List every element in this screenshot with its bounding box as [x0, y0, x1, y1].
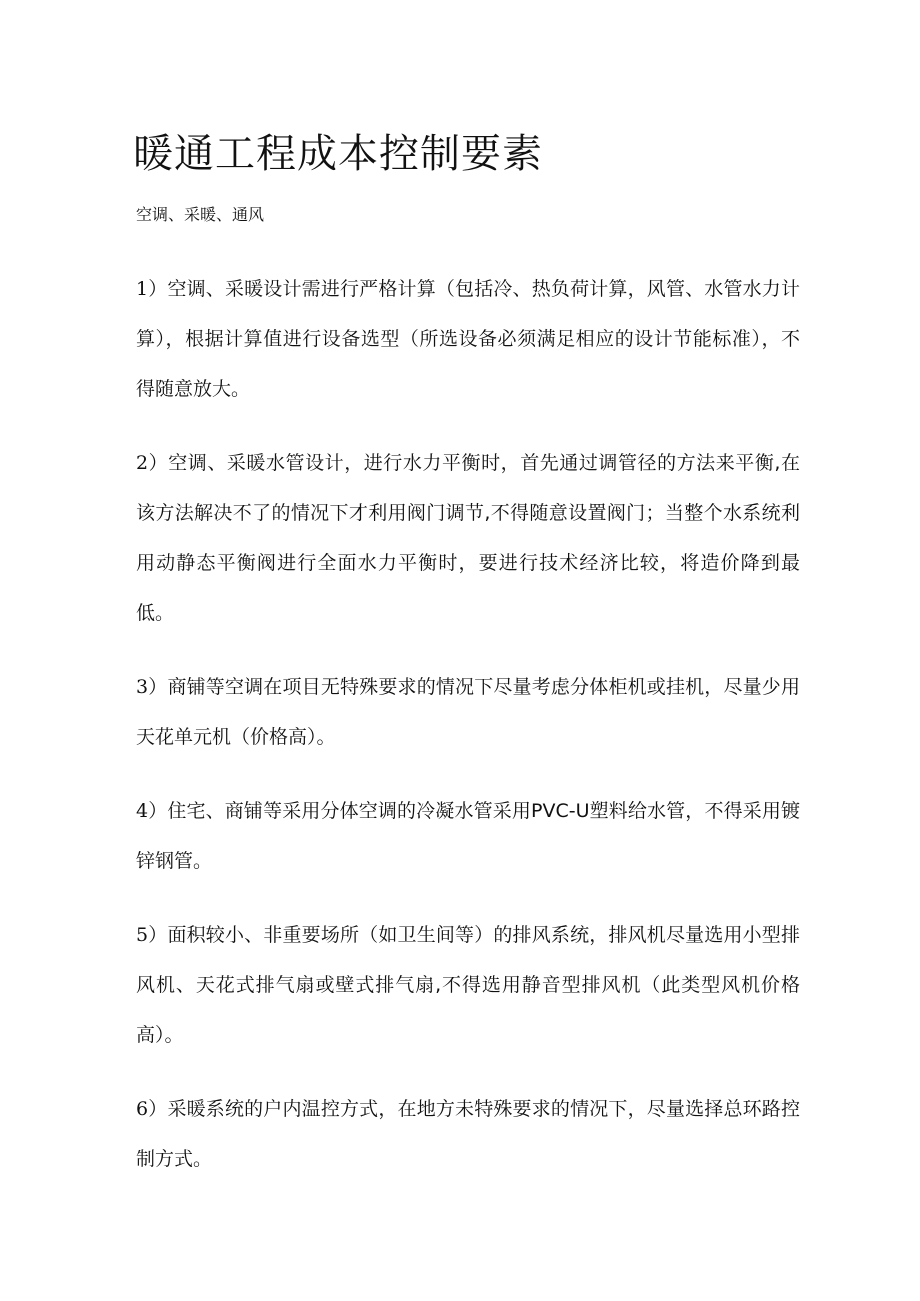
document-title: 暖通工程成本控制要素: [133, 131, 543, 177]
item-number: 1）: [136, 278, 168, 300]
item-number: 2）: [136, 452, 169, 474]
item-number: 4）: [136, 800, 168, 822]
list-item: [136, 910, 800, 1060]
item-number: 5）: [136, 924, 168, 946]
item-text: 采暖系统的户内温控方式，在地方未特殊要求的情况下，尽量选择总环路控制方式。: [136, 1098, 800, 1170]
cost-control-list: [136, 264, 800, 1208]
document-subtitle: 空调、采暖、通风: [136, 205, 265, 224]
item-text: 住宅、商铺等采用分体空调的冷凝水管采用PVC-U塑料给水管，不得采用镀锌钢管。: [136, 800, 800, 872]
item-number: 3）: [136, 676, 168, 698]
list-item: [136, 264, 800, 414]
list-item: [136, 786, 800, 886]
list-item: [136, 1084, 800, 1184]
item-number: 6）: [136, 1098, 168, 1120]
item-text: 商铺等空调在项目无特殊要求的情况下尽量考虑分体柜机或挂机，尽量少用天花单元机（价格高）。: [136, 676, 800, 748]
list-item: [136, 438, 800, 638]
list-item: [136, 662, 800, 762]
item-text: 面积较小、非重要场所（如卫生间等）的排风系统，排风机尽量选用小型排风机、天花式排气扇或壁式排气扇,不得选用静音型排风机（此类型风机价格高）。: [136, 924, 800, 1046]
item-text: 空调、采暖设计需进行严格计算（包括冷、热负荷计算，风管、水管水力计算），根据计算值进行设备选型（所选设备必须满足相应的设计节能标准），不得随意放大。: [136, 278, 800, 400]
item-text: 空调、采暖水管设计，进行水力平衡时，首先通过调管径的方法来平衡,在该方法解决不了的情况下才利用阀门调节,不得随意设置阀门；当整个水系统利用动静态平衡阀进行全面水力平衡时，要进行技术经济比较，将造价降到最低。: [136, 452, 800, 624]
